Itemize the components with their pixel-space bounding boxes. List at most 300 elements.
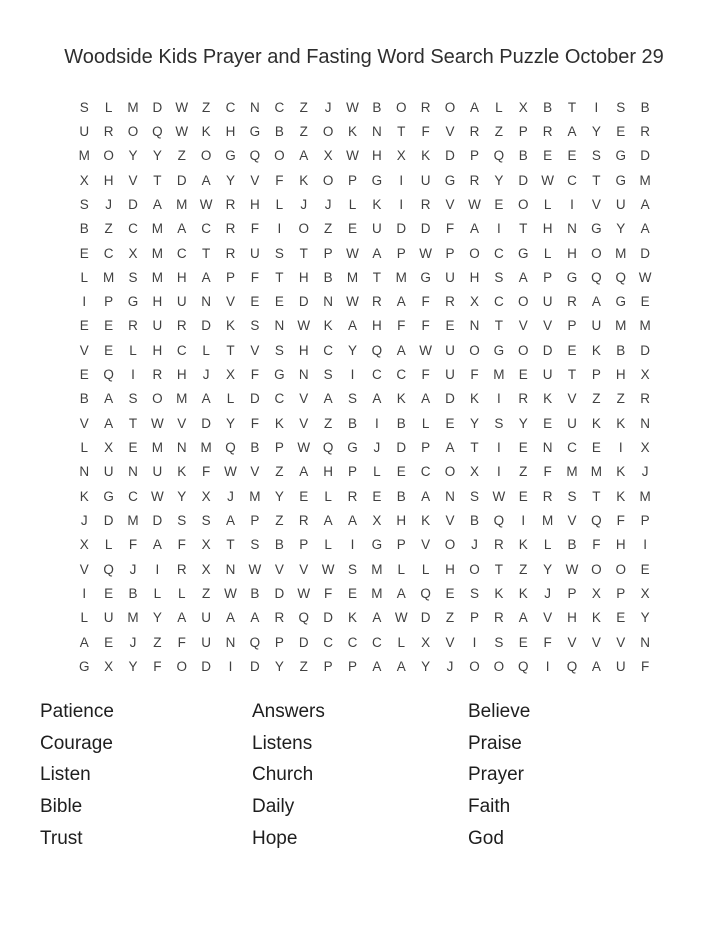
grid-letter: K — [543, 391, 553, 407]
grid-letter: A — [299, 464, 309, 480]
grid-letter: K — [201, 123, 211, 139]
grid-letter: E — [567, 148, 577, 164]
grid-letter: Y — [591, 123, 601, 139]
grid-letter: K — [347, 123, 357, 139]
grid-letter: B — [274, 123, 284, 139]
grid-letter: J — [471, 537, 478, 553]
grid-letter: L — [226, 391, 235, 407]
grid-letter: M — [127, 512, 139, 528]
grid-letter: I — [82, 585, 87, 601]
grid-letter: V — [591, 634, 601, 650]
grid-letter: B — [518, 148, 528, 164]
grid-letter: V — [299, 415, 309, 431]
grid-letter: Q — [420, 585, 431, 601]
grid-letter: W — [492, 488, 506, 504]
grid-letter: S — [128, 391, 138, 407]
grid-letter: P — [347, 464, 357, 480]
grid-letter: J — [227, 488, 234, 504]
grid-letter: L — [324, 488, 332, 504]
grid-letter: K — [616, 415, 626, 431]
grid-letter: D — [152, 512, 163, 528]
grid-letter: M — [346, 269, 359, 285]
grid-letter: A — [299, 148, 309, 164]
grid-letter: F — [323, 585, 333, 601]
grid-letter: I — [277, 221, 282, 237]
grid-letter: W — [224, 464, 237, 480]
grid-letter: A — [518, 269, 528, 285]
grid-letter: A — [347, 318, 357, 334]
grid-letter: D — [128, 196, 138, 212]
grid-letter: R — [298, 512, 309, 528]
grid-letter: D — [323, 610, 333, 626]
grid-letter: L — [543, 196, 552, 212]
grid-letter: Q — [493, 512, 505, 528]
grid-letter: Y — [128, 658, 138, 674]
grid-letter: F — [250, 269, 260, 285]
word-list-column — [468, 696, 530, 855]
grid-letter: O — [591, 245, 602, 261]
grid-letter: Z — [445, 610, 455, 626]
grid-letter: O — [444, 537, 456, 553]
grid-letter: B — [543, 99, 553, 115]
grid-letter: C — [225, 99, 236, 115]
grid-letter: O — [469, 658, 480, 674]
grid-letter: Q — [566, 658, 578, 674]
grid-letter: H — [152, 294, 163, 310]
grid-letter: J — [202, 367, 210, 383]
grid-letter: P — [250, 512, 260, 528]
grid-letter: C — [420, 464, 431, 480]
grid-letter: F — [250, 415, 260, 431]
grid-letter: U — [445, 367, 455, 383]
grid-letter: H — [176, 367, 187, 383]
grid-letter: R — [469, 123, 480, 139]
grid-letter: H — [298, 269, 309, 285]
grid-letter: N — [542, 440, 553, 456]
grid-letter: B — [469, 512, 479, 528]
grid-letter: A — [323, 391, 333, 407]
grid-letter: M — [151, 245, 163, 261]
grid-letter: E — [299, 488, 309, 504]
grid-letter: Z — [202, 99, 211, 115]
grid-letter: P — [567, 318, 577, 334]
grid-letter: R — [420, 99, 431, 115]
grid-letter: G — [615, 148, 627, 164]
grid-letter: E — [104, 342, 114, 358]
grid-letter: F — [177, 634, 186, 650]
grid-letter: Q — [493, 148, 505, 164]
grid-letter: G — [420, 269, 431, 285]
grid-letter: E — [640, 294, 650, 310]
grid-letter: X — [201, 561, 211, 577]
grid-letter: Y — [518, 415, 528, 431]
grid-letter: R — [445, 294, 455, 310]
grid-letter: X — [640, 440, 650, 456]
grid-letter: C — [176, 342, 187, 358]
grid-letter: R — [469, 172, 480, 188]
grid-letter: V — [567, 634, 577, 650]
grid-letter: X — [323, 148, 333, 164]
grid-letter: W — [394, 610, 408, 626]
grid-letter: W — [419, 342, 433, 358]
grid-letter: D — [445, 148, 455, 164]
grid-letter: U — [445, 269, 455, 285]
grid-letter: L — [104, 537, 113, 553]
grid-letter: W — [541, 172, 554, 188]
grid-letter: A — [201, 172, 211, 188]
grid-letter: H — [250, 196, 260, 212]
grid-letter: N — [469, 318, 480, 334]
grid-letter: M — [371, 561, 383, 577]
grid-letter: A — [591, 294, 601, 310]
grid-letter: S — [323, 367, 333, 383]
grid-letter: Y — [152, 610, 162, 626]
grid-letter: N — [201, 294, 212, 310]
grid-letter: H — [152, 342, 163, 358]
grid-letter: A — [518, 610, 528, 626]
grid-letter: G — [517, 245, 529, 261]
grid-letter: N — [225, 634, 236, 650]
grid-letter: K — [372, 196, 382, 212]
grid-letter: X — [469, 294, 479, 310]
grid-letter: V — [250, 342, 260, 358]
grid-letter: X — [201, 537, 211, 553]
grid-letter: A — [396, 294, 406, 310]
grid-letter: Z — [616, 391, 625, 407]
grid-letter: G — [444, 172, 456, 188]
grid-letter: I — [570, 196, 574, 212]
grid-letter: S — [469, 488, 479, 504]
grid-letter: I — [643, 537, 648, 553]
grid-letter: F — [543, 634, 552, 650]
grid-letter: E — [543, 415, 553, 431]
grid-letter: N — [250, 99, 260, 115]
grid-letter: T — [567, 99, 577, 115]
grid-letter: R — [128, 318, 138, 334]
grid-letter: F — [470, 367, 479, 383]
grid-letter: P — [567, 585, 577, 601]
grid-letter: N — [79, 464, 90, 480]
grid-letter: W — [565, 561, 579, 577]
grid-letter: I — [496, 221, 501, 237]
grid-letter: A — [226, 610, 236, 626]
grid-letter: I — [399, 196, 404, 212]
grid-letter: F — [616, 512, 625, 528]
grid-letter: V — [567, 512, 577, 528]
grid-letter: G — [225, 148, 236, 164]
grid-letter: U — [152, 318, 163, 334]
grid-letter: P — [226, 269, 236, 285]
grid-letter: P — [396, 537, 406, 553]
grid-letter: U — [79, 123, 90, 139]
grid-letter: W — [150, 415, 164, 431]
grid-letter: I — [131, 367, 135, 383]
grid-letter: T — [153, 172, 162, 188]
grid-letter: Q — [591, 512, 602, 528]
grid-letter: J — [324, 196, 332, 212]
grid-letter: K — [469, 391, 479, 407]
grid-letter: Q — [371, 342, 383, 358]
grid-letter: D — [518, 172, 529, 188]
grid-letter: F — [153, 658, 162, 674]
grid-letter: I — [594, 99, 599, 115]
word-item: Praise — [468, 732, 522, 754]
grid-letter: R — [274, 610, 285, 626]
word-item: Trust — [40, 827, 83, 849]
grid-letter: T — [275, 269, 284, 285]
grid-letter: N — [225, 561, 236, 577]
grid-letter: Y — [226, 415, 236, 431]
grid-letter: X — [201, 488, 211, 504]
grid-letter: S — [274, 245, 284, 261]
grid-letter: J — [105, 196, 112, 212]
word-item: Bible — [40, 796, 83, 818]
grid-letter: G — [127, 294, 139, 310]
grid-letter: K — [177, 464, 187, 480]
grid-letter: S — [79, 196, 89, 212]
grid-letter: I — [155, 561, 160, 577]
grid-letter: O — [469, 245, 480, 261]
grid-letter: B — [79, 391, 89, 407]
grid-letter: O — [444, 99, 456, 115]
grid-letter: A — [152, 537, 162, 553]
grid-letter: M — [639, 488, 651, 504]
grid-letter: X — [640, 367, 650, 383]
grid-letter: W — [468, 196, 481, 212]
grid-letter: W — [175, 123, 189, 139]
grid-letter: M — [541, 512, 554, 528]
grid-letter: B — [372, 99, 382, 115]
grid-letter: L — [397, 634, 406, 650]
grid-letter: N — [274, 318, 285, 334]
grid-letter: D — [396, 440, 407, 456]
grid-letter: W — [150, 488, 164, 504]
grid-letter: E — [616, 123, 626, 139]
grid-letter: U — [372, 221, 382, 237]
grid-letter: R — [640, 391, 651, 407]
grid-letter: L — [80, 440, 88, 456]
grid-letter: Y — [616, 221, 626, 237]
grid-letter: M — [102, 269, 115, 285]
grid-letter: H — [298, 342, 309, 358]
grid-letter: A — [201, 391, 211, 407]
grid-letter: V — [79, 561, 89, 577]
grid-letter: P — [323, 245, 333, 261]
grid-letter: O — [517, 196, 529, 212]
grid-letter: W — [199, 196, 213, 212]
grid-letter: A — [372, 391, 382, 407]
grid-letter: Y — [128, 148, 138, 164]
grid-letter: C — [323, 634, 333, 650]
grid-letter: D — [103, 512, 114, 528]
grid-letter: A — [396, 342, 406, 358]
grid-letter: P — [591, 367, 601, 383]
grid-letter: R — [518, 391, 529, 407]
grid-letter: J — [544, 585, 551, 601]
grid-letter: L — [543, 537, 552, 553]
grid-letter: O — [444, 464, 456, 480]
grid-letter: B — [567, 537, 577, 553]
grid-letter: L — [397, 561, 406, 577]
grid-letter: B — [323, 269, 333, 285]
grid-letter: K — [299, 172, 309, 188]
grid-letter: Q — [249, 634, 261, 650]
grid-letter: S — [177, 512, 187, 528]
grid-letter: K — [591, 415, 601, 431]
grid-letter: D — [201, 658, 212, 674]
grid-letter: H — [567, 245, 577, 261]
grid-letter: Z — [299, 123, 308, 139]
grid-letter: K — [616, 464, 626, 480]
grid-letter: W — [346, 148, 359, 164]
grid-letter: D — [420, 610, 431, 626]
grid-letter: W — [297, 318, 311, 334]
grid-letter: D — [250, 658, 260, 674]
grid-letter: W — [297, 585, 311, 601]
grid-letter: K — [323, 318, 333, 334]
grid-letter: U — [445, 342, 455, 358]
grid-letter: K — [616, 488, 626, 504]
grid-letter: R — [493, 610, 504, 626]
grid-letter: M — [151, 440, 163, 456]
grid-letter: G — [78, 658, 90, 674]
grid-letter: X — [372, 512, 382, 528]
grid-letter: J — [129, 561, 137, 577]
grid-letter: O — [127, 123, 139, 139]
grid-letter: A — [372, 610, 382, 626]
grid-letter: I — [350, 367, 355, 383]
grid-letter: B — [128, 585, 138, 601]
grid-letter: D — [201, 318, 212, 334]
word-item: Church — [252, 764, 314, 786]
grid-letter: B — [396, 488, 406, 504]
grid-letter: M — [151, 221, 163, 237]
grid-letter: V — [543, 610, 553, 626]
grid-letter: S — [616, 99, 626, 115]
page-title: Woodside Kids Prayer and Fasting Word Search Puzzle October 29 — [64, 46, 664, 68]
grid-letter: U — [567, 415, 577, 431]
grid-letter: X — [640, 585, 650, 601]
grid-letter: V — [518, 318, 528, 334]
grid-letter: E — [494, 196, 504, 212]
grid-letter: T — [128, 415, 138, 431]
grid-letter: B — [347, 415, 357, 431]
grid-letter: E — [591, 440, 601, 456]
grid-letter: U — [201, 610, 212, 626]
grid-letter: N — [298, 367, 309, 383]
grid-letter: V — [421, 537, 431, 553]
grid-letter: M — [371, 585, 383, 601]
grid-letter: I — [472, 634, 477, 650]
grid-letter: T — [592, 488, 601, 504]
grid-letter: Z — [299, 99, 308, 115]
grid-letter: C — [201, 221, 212, 237]
grid-letter: B — [640, 99, 650, 115]
grid-letter: T — [494, 318, 503, 334]
grid-letter: A — [640, 196, 650, 212]
grid-letter: I — [496, 391, 501, 407]
grid-letter: K — [518, 585, 528, 601]
grid-letter: O — [517, 294, 529, 310]
grid-letter: V — [299, 561, 309, 577]
grid-letter: A — [201, 269, 211, 285]
word-item: Prayer — [468, 764, 524, 786]
grid-letter: L — [178, 585, 186, 601]
grid-letter: H — [615, 537, 626, 553]
grid-letter: Y — [152, 148, 162, 164]
grid-letter: S — [250, 318, 260, 334]
grid-letter: W — [346, 245, 359, 261]
grid-letter: Z — [519, 561, 528, 577]
grid-letter: P — [396, 245, 406, 261]
grid-letter: Y — [274, 488, 284, 504]
grid-letter: O — [200, 148, 212, 164]
grid-letter: E — [104, 585, 114, 601]
grid-letter: E — [640, 561, 650, 577]
word-item: Hope — [252, 827, 298, 849]
grid-letter: E — [274, 294, 284, 310]
grid-letter: E — [445, 585, 455, 601]
grid-letter: K — [518, 537, 528, 553]
grid-letter: S — [494, 415, 504, 431]
grid-letter: T — [372, 269, 381, 285]
grid-letter: V — [177, 415, 187, 431]
grid-letter: H — [469, 269, 480, 285]
grid-letter: K — [421, 148, 431, 164]
grid-letter: I — [399, 172, 404, 188]
grid-letter: S — [494, 634, 504, 650]
grid-letter: Q — [249, 148, 261, 164]
grid-letter: F — [421, 294, 430, 310]
grid-letter: P — [104, 294, 114, 310]
grid-letter: P — [299, 537, 309, 553]
grid-letter: R — [225, 196, 236, 212]
grid-letter: W — [346, 294, 359, 310]
grid-letter: F — [421, 123, 430, 139]
grid-letter: F — [397, 318, 406, 334]
grid-letter: U — [420, 172, 431, 188]
grid-letter: F — [592, 537, 601, 553]
grid-letter: D — [542, 342, 553, 358]
grid-letter: A — [445, 440, 455, 456]
grid-letter: U — [542, 294, 553, 310]
grid-letter: Q — [517, 658, 529, 674]
grid-letter: R — [176, 561, 187, 577]
grid-letter: H — [615, 367, 626, 383]
grid-letter: V — [445, 123, 455, 139]
grid-letter: O — [591, 561, 602, 577]
grid-letter: R — [542, 123, 553, 139]
grid-letter: M — [176, 391, 188, 407]
grid-letter: P — [347, 658, 357, 674]
grid-letter: C — [176, 245, 187, 261]
grid-letter: D — [396, 221, 407, 237]
grid-letter: R — [103, 123, 114, 139]
grid-letter: P — [543, 269, 553, 285]
grid-letter: L — [80, 269, 88, 285]
grid-letter: D — [176, 172, 187, 188]
grid-letter: Z — [592, 391, 601, 407]
word-item: Courage — [40, 732, 113, 754]
grid-letter: Y — [469, 415, 479, 431]
grid-letter: T — [592, 172, 601, 188]
grid-letter: X — [469, 464, 479, 480]
grid-letter: A — [591, 658, 601, 674]
grid-letter: I — [496, 464, 501, 480]
grid-letter: H — [225, 123, 236, 139]
grid-letter: V — [543, 318, 553, 334]
grid-letter: X — [104, 658, 114, 674]
